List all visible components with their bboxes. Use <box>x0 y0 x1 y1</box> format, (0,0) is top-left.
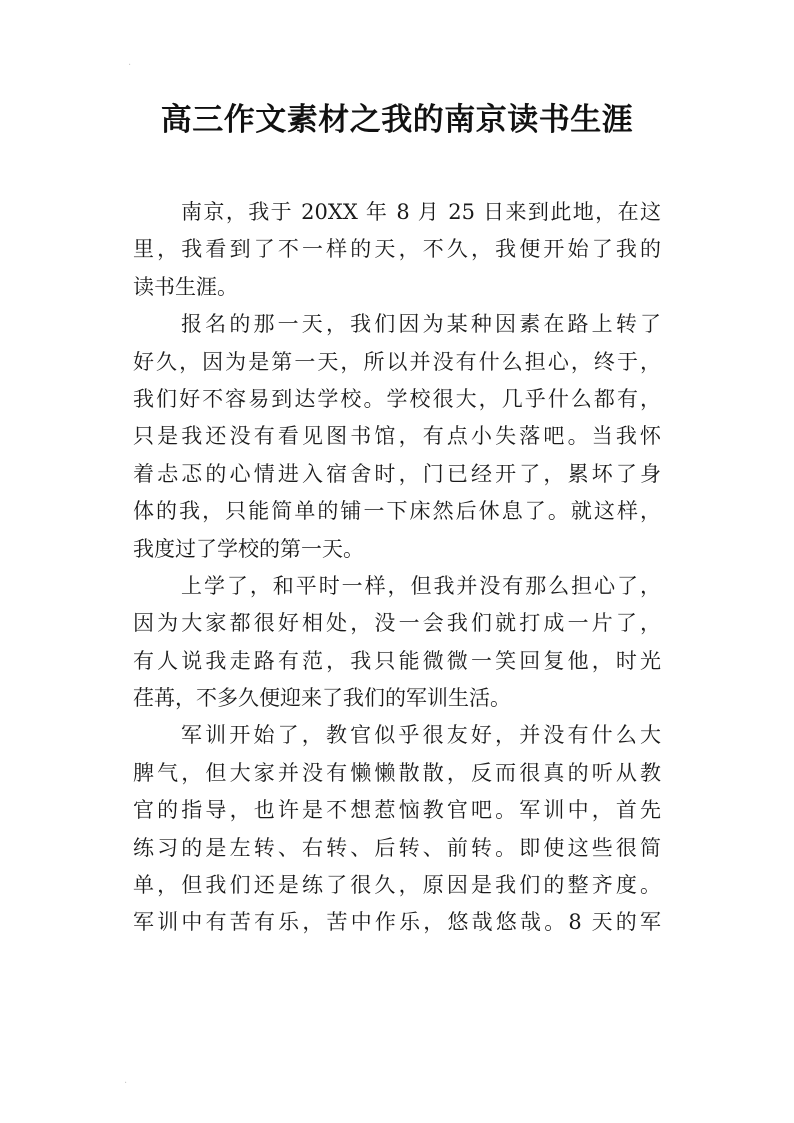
text-line: 练习的是左转、右转、后转、前转。即使这些很简 <box>133 835 661 860</box>
scan-mark: · <box>128 60 132 71</box>
text-line: 好久，因为是第一天，所以并没有什么担心，终于， <box>133 349 661 374</box>
document-body <box>133 194 661 942</box>
text-line: 只是我还没有看见图书馆，有点小失落吧。当我怀 <box>133 424 661 449</box>
document-title: 高三作文素材之我的南京读书生涯 <box>160 102 634 138</box>
text-line: 军训中有苦有乐，苦中作乐，悠哉悠哉。8 天的军 <box>133 910 661 935</box>
text-line: 因为大家都很好相处，没一会我们就打成一片了， <box>133 611 661 636</box>
text-line: 上学了，和平时一样，但我并没有那么担心了， <box>181 573 661 598</box>
paragraph <box>133 306 661 568</box>
paragraph <box>133 568 661 718</box>
paragraph <box>133 194 661 306</box>
text-line: 南京，我于 20XX 年 8 月 25 日来到此地，在这 <box>181 200 661 224</box>
text-line: 脾气，但大家并没有懒懒散散，反而很真的听从教 <box>133 760 661 785</box>
text-line: 单，但我们还是练了很久，原因是我们的整齐度。 <box>133 873 661 898</box>
text-line: 体的我，只能简单的铺一下床然后休息了。就这样， <box>133 499 661 524</box>
text-line: 我度过了学校的第一天。 <box>133 536 364 561</box>
text-line: 着忐忑的心情进入宿舍时，门已经开了，累坏了身 <box>133 461 661 486</box>
scan-mark: · <box>124 1078 128 1089</box>
text-line: 里，我看到了不一样的天，不久，我便开始了我的 <box>133 237 661 262</box>
text-line: 军训开始了，教官似乎很友好，并没有什么大 <box>181 723 661 748</box>
text-line: 报名的那一天，我们因为某种因素在路上转了 <box>181 312 661 337</box>
text-line: 有人说我走路有范，我只能微微一笑回复他，时光 <box>133 648 661 673</box>
text-line: 读书生涯。 <box>133 274 238 299</box>
paragraph <box>133 717 661 941</box>
text-line: 荏苒，不多久便迎来了我们的军训生活。 <box>133 686 511 711</box>
text-line: 官的指导，也许是不想惹恼教官吧。军训中，首先 <box>133 798 661 823</box>
text-line: 我们好不容易到达学校。学校很大，几乎什么都有， <box>133 386 661 411</box>
